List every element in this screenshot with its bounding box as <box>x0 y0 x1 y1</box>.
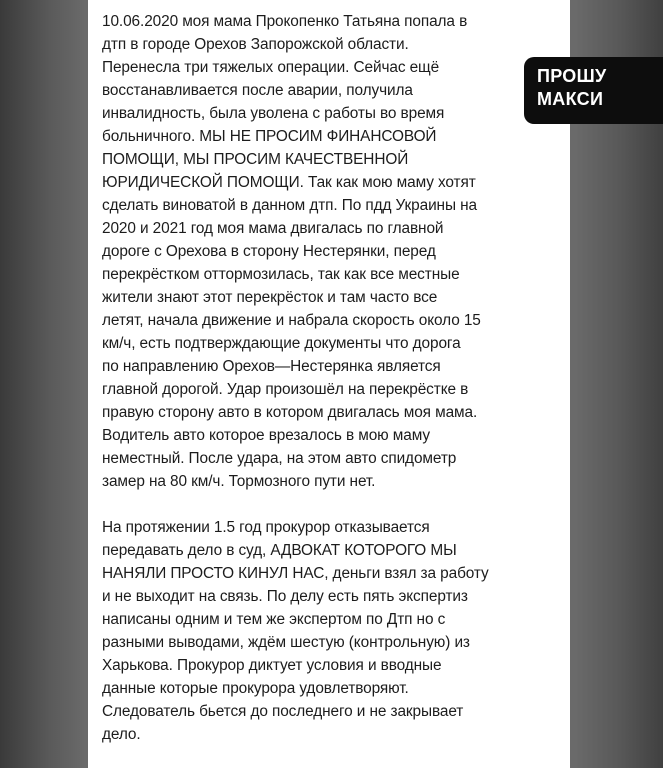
text-line: по направлению Орехов—Нестерянка является <box>102 358 441 375</box>
text-line: Следователь бьется до последнего и не закрывает <box>102 703 464 720</box>
story-text-card <box>88 0 570 768</box>
text-line: правую сторону авто в котором двигалась моя мама. <box>102 404 478 421</box>
text-line: больничного. МЫ НЕ ПРОСИМ ФИНАНСОВОЙ <box>102 128 437 145</box>
text-line: 10.06.2020 моя мама Прокопенко Татьяна попала в <box>102 13 468 30</box>
banner-line-1: ПРОШУ <box>537 66 607 86</box>
text-line: жители знают этот перекрёсток и там часто все <box>102 289 438 306</box>
text-line: и не выходит на связь. По делу есть пять экспертиз <box>102 588 468 605</box>
text-line: На протяжении 1.5 год прокурор отказывается <box>102 519 430 536</box>
text-line: Перенесла три тяжелых операции. Сейчас ещё <box>102 59 440 76</box>
banner-line-2: МАКСИ <box>537 89 604 109</box>
text-line: главной дорогой. Удар произошёл на перекрёстке в <box>102 381 469 398</box>
text-line: дороге с Орехова в сторону Нестерянки, перед <box>102 243 436 260</box>
text-line: ПОМОЩИ, МЫ ПРОСИМ КАЧЕСТВЕННОЙ <box>102 151 409 168</box>
text-line: дело. <box>102 726 141 743</box>
paragraph-accident-details <box>102 10 556 493</box>
text-line: сделать виноватой в данном дтп. По пдд Украины на <box>102 197 477 214</box>
text-line: км/ч, есть подтверждающие документы что дорога <box>102 335 461 352</box>
paragraph-prosecutor-details <box>102 516 556 746</box>
text-line: разными выводами, ждём шестую (контрольную) из <box>102 634 470 651</box>
cropped-banner-label <box>524 57 663 124</box>
text-line: инвалидность, была уволена с работы во время <box>102 105 445 122</box>
text-line: 2020 и 2021 год моя мама двигалась по главной <box>102 220 444 237</box>
text-line: летят, начала движение и набрала скорость около 15 <box>102 312 481 329</box>
text-line: данные которые прокурора удовлетворяют. <box>102 680 409 697</box>
text-line: замер на 80 км/ч. Тормозного пути нет. <box>102 473 376 490</box>
text-line: восстанавливается после аварии, получила <box>102 82 413 99</box>
text-line: передавать дело в суд, АДВОКАТ КОТОРОГО МЫ <box>102 542 457 559</box>
text-line: неместный. После удара, на этом авто спидометр <box>102 450 457 467</box>
text-line: перекрёстком оттормозилась, так как все местные <box>102 266 460 283</box>
text-line: Харькова. Прокурор диктует условия и вводные <box>102 657 442 674</box>
text-line: НАНЯЛИ ПРОСТО КИНУЛ НАС, деньги взял за работу <box>102 565 489 582</box>
text-line: Водитель авто которое врезалось в мою маму <box>102 427 430 444</box>
text-line: дтп в городе Орехов Запорожской области. <box>102 36 409 53</box>
text-line: ЮРИДИЧЕСКОЙ ПОМОЩИ. Так как мою маму хотят <box>102 174 476 191</box>
text-line: написаны одним и тем же экспертом по Дтп но с <box>102 611 446 628</box>
